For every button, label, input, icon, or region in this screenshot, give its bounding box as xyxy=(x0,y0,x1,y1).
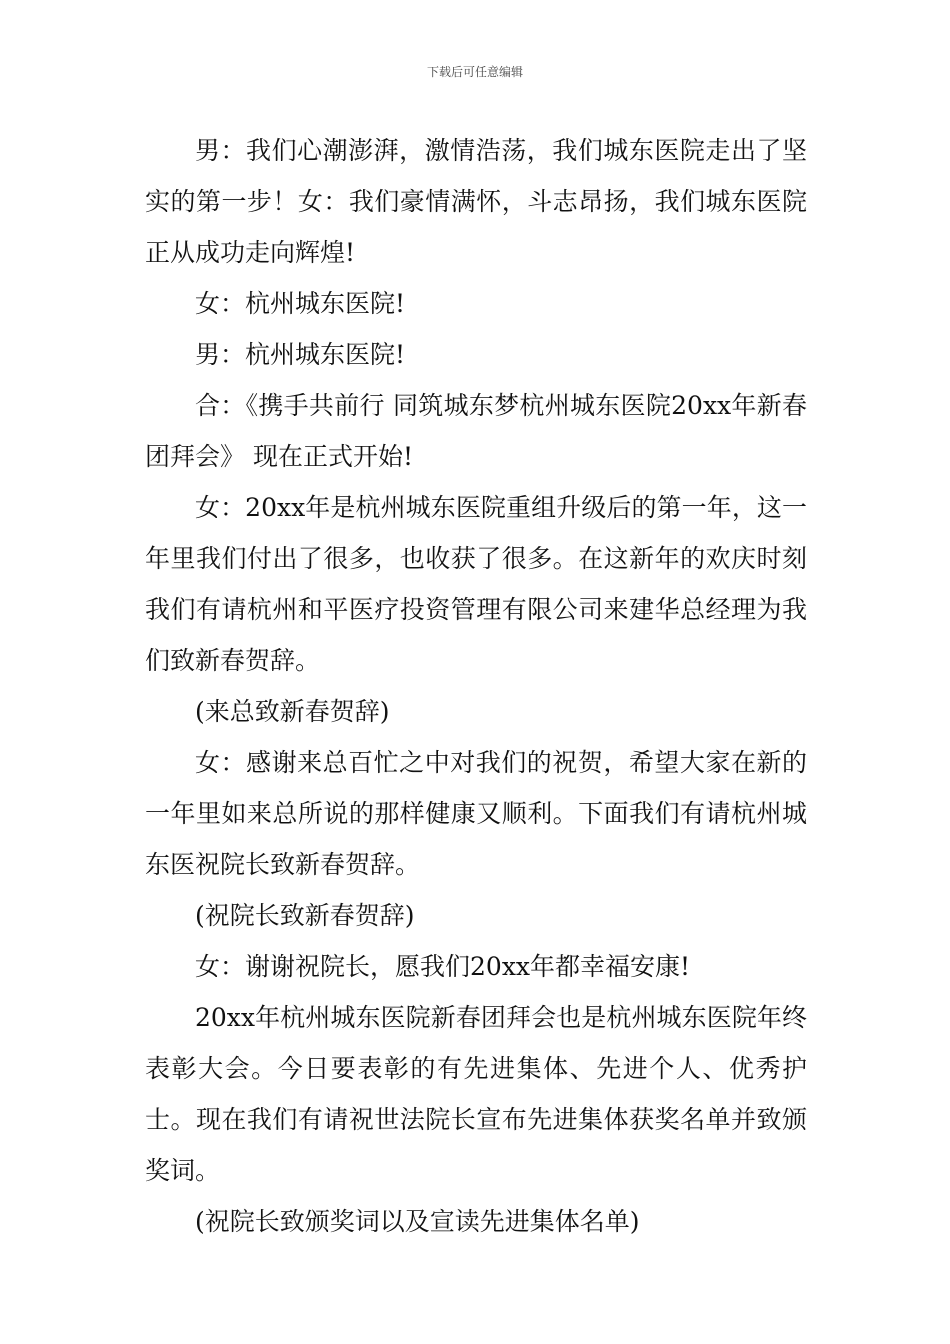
paragraph-opening-dialogue: 男：我们心潮澎湃，激情浩荡，我们城东医院走出了坚实的第一步！女：我们豪情满怀，斗志昂扬，我们城东医院正从成功走向辉煌! xyxy=(145,136,807,267)
paragraph-stage-direction-1: (来总致新春贺辞) xyxy=(195,697,390,726)
paragraph-male-line: 男：杭州城东医院! xyxy=(195,340,406,369)
paragraph-joint-announcement: 合：《携手共前行 同筑城东梦杭州城东医院20xx年新春团拜会》 现在正式开始! xyxy=(145,391,807,471)
paragraph-year-review: 女：20xx年是杭州城东医院重组升级后的第一年，这一年里我们付出了很多，也收获了很多。在这新年的欢庆时刻我们有请杭州和平医疗投资管理有限公司来建华总经理为我们致新春贺辞。 xyxy=(145,493,807,675)
paragraph-stage-direction-3: (祝院长致颁奖词以及宣读先进集体名单) xyxy=(195,1207,640,1236)
page-header-note: 下载后可任意编辑 xyxy=(426,65,523,79)
paragraph-blessing: 女：谢谢祝院长，愿我们20xx年都幸福安康! xyxy=(195,952,691,981)
paragraph-female-line: 女：杭州城东医院! xyxy=(195,289,406,318)
document-body xyxy=(145,125,807,1247)
paragraph-awards-intro: 20xx年杭州城东医院新春团拜会也是杭州城东医院年终表彰大会。今日要表彰的有先进集体、先进个人、优秀护士。现在我们有请祝世法院长宣布先进集体获奖名单并致颁奖词。 xyxy=(145,1003,807,1185)
paragraph-stage-direction-2: (祝院长致新春贺辞) xyxy=(195,901,415,930)
paragraph-thanks-and-invite: 女：感谢来总百忙之中对我们的祝贺，希望大家在新的一年里如来总所说的那样健康又顺利。下面我们有请杭州城东医祝院长致新春贺辞。 xyxy=(145,748,807,879)
